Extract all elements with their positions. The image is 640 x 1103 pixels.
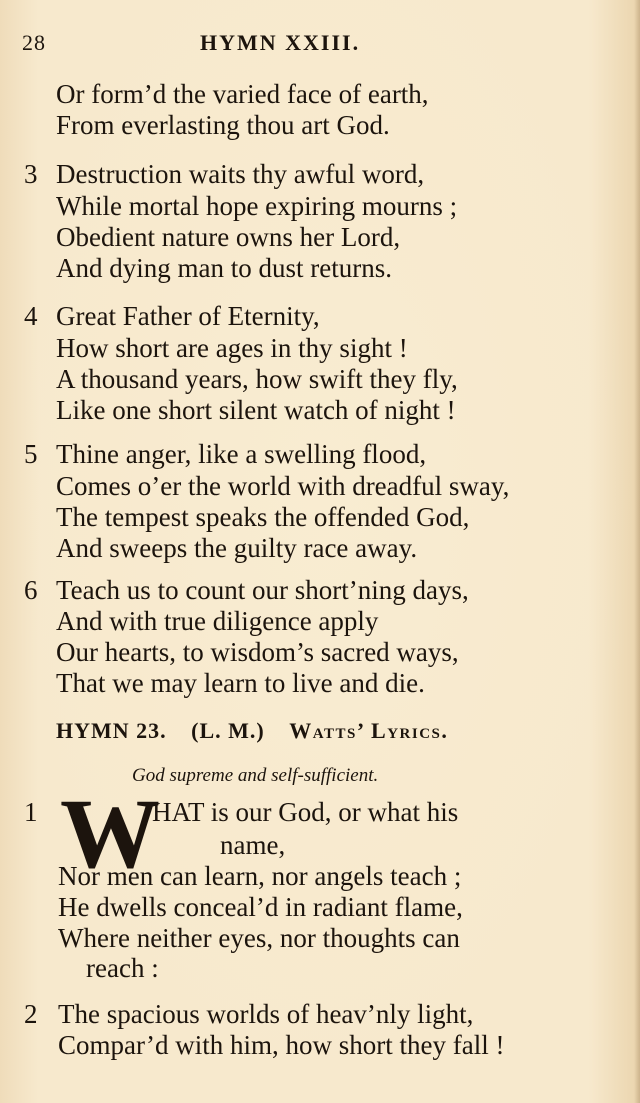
hymn-number: HYMN 23. <box>56 718 167 743</box>
page-edge-shadow <box>634 0 640 1103</box>
drop-cap: W <box>60 778 160 889</box>
continuation-line: Or form’d the varied face of earth, <box>56 79 429 109</box>
verse-line: How short are ages in thy sight ! <box>56 333 408 363</box>
hymn-source: Watts’ Lyrics. <box>289 718 449 743</box>
verse-line: The tempest speaks the offended God, <box>56 502 470 532</box>
stanza-number: 6 <box>24 575 38 605</box>
stanza-number: 5 <box>24 439 38 469</box>
verse-line: Like one short silent watch of night ! <box>56 395 456 425</box>
hymn-subtitle: God supreme and self-sufficient. <box>132 765 379 786</box>
verse-line: The spacious worlds of heav’nly light, <box>58 999 474 1029</box>
verse-line: Thine anger, like a swelling flood, <box>56 439 427 469</box>
verse-line: Our hearts, to wisdom’s sacred ways, <box>56 637 459 667</box>
verse-line: Obedient nature owns her Lord, <box>56 222 401 252</box>
verse-line: That we may learn to live and die. <box>56 668 425 698</box>
verse-line: He dwells conceal’d in radiant flame, <box>58 892 463 922</box>
verse-line: reach : <box>86 953 159 983</box>
verse-line: And dying man to dust returns. <box>56 253 392 283</box>
verse-line: Where neither eyes, nor thoughts can <box>58 923 460 953</box>
verse-line: HAT is our God, or what his <box>152 797 459 827</box>
stanza-number: 2 <box>24 999 38 1029</box>
hymn-title <box>56 718 448 744</box>
verse-line: Teach us to count our short’ning days, <box>56 575 469 605</box>
stanza-number: 3 <box>24 159 38 189</box>
running-head: HYMN XXIII. <box>200 30 361 55</box>
continuation-line: From everlasting thou art God. <box>56 110 390 140</box>
verse-line: And sweeps the guilty race away. <box>56 533 418 563</box>
verse-line: name, <box>220 830 286 860</box>
verse-line: Great Father of Eternity, <box>56 301 320 331</box>
page-number: 28 <box>22 30 46 55</box>
verse-line: Nor men can learn, nor angels teach ; <box>58 861 462 891</box>
page-header <box>22 30 600 62</box>
verse-line: While mortal hope expiring mourns ; <box>56 191 458 221</box>
stanza-number: 4 <box>24 301 38 331</box>
verse-line: Compar’d with him, how short they fall ! <box>58 1030 505 1060</box>
stanza-number: 1 <box>24 797 38 827</box>
verse-line: Destruction waits thy awful word, <box>56 159 425 189</box>
verse-line: Comes o’er the world with dreadful sway, <box>56 471 510 501</box>
verse-line: And with true diligence apply <box>56 606 379 636</box>
hymn-meter: (L. M.) <box>191 718 265 743</box>
verse-line: A thousand years, how swift they fly, <box>56 364 458 394</box>
